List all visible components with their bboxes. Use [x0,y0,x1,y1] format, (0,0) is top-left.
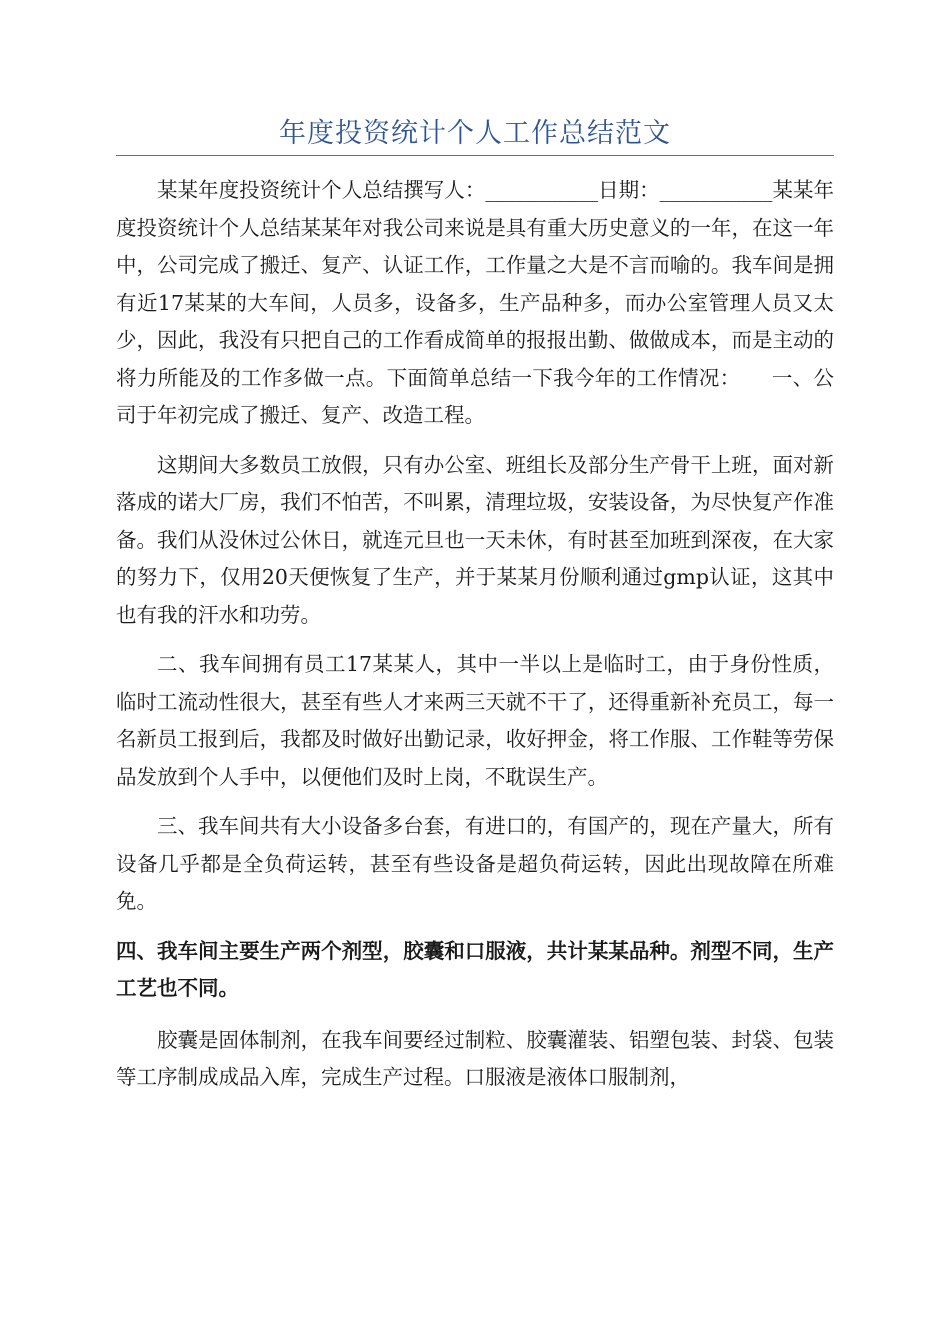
document-body [116,172,834,1109]
section-heading-dosage-forms: 四、我车间主要生产两个剂型，胶囊和口服液，共计某某品种。剂型不同，生产工艺也不同。 [116,938,834,1000]
paragraph-capsules: 胶囊是固体制剂，在我车间要经过制粒、胶囊灌装、铝塑包装、封袋、包装等工序制成成品入库，完成生产过程。口服液是液体口服制剂， [116,1027,834,1089]
paragraph-intro: 某某年度投资统计个人总结撰写人：___________日期：___________某某年度投资统计个人总结某某年对我公司来说是具有重大历史意义的一年，在这一年中，公司完成了搬迁、复产、认证工作，工作量之大是不言而喻的。我车间是拥有近17某某的大车间，人员多，设备多，生产品种多，而办公室管理人员又太少，因此，我没有只把自己的工作看成简单的报报出勤、做做成本，而是主动的将力所能及的工作多做一点。下面简单总结一下我今年的工作情况： 一、公司于年初完成了搬迁、复产、改造工程。 [116,178,834,427]
paragraph-relocation: 这期间大多数员工放假，只有办公室、班组长及部分生产骨干上班，面对新落成的诺大厂房，我们不怕苦，不叫累，清理垃圾，安装设备，为尽快复产作准备。我们从没休过公休日，就连元旦也一天未休，有时甚至加班到深夜，在大家的努力下，仅用20天便恢复了生产，并于某某月份顺利通过gmp认证，这其中也有我的汗水和功劳。 [116,452,834,627]
paragraph-equipment: 三、我车间共有大小设备多台套，有进口的，有国产的，现在产量大，所有设备几乎都是全负荷运转，甚至有些设备是超负荷运转，因此出现故障在所难免。 [116,814,834,913]
paragraph-staff: 二、我车间拥有员工17某某人，其中一半以上是临时工，由于身份性质，临时工流动性很大，甚至有些人才来两三天就不干了，还得重新补充员工，每一名新员工报到后，我都及时做好出勤记录，收好押金，将工作服、工作鞋等劳保品发放到个人手中，以便他们及时上岗，不耽误生产。 [116,652,834,789]
title-underline [116,155,834,156]
document-title: 年度投资统计个人工作总结范文 [279,118,671,149]
